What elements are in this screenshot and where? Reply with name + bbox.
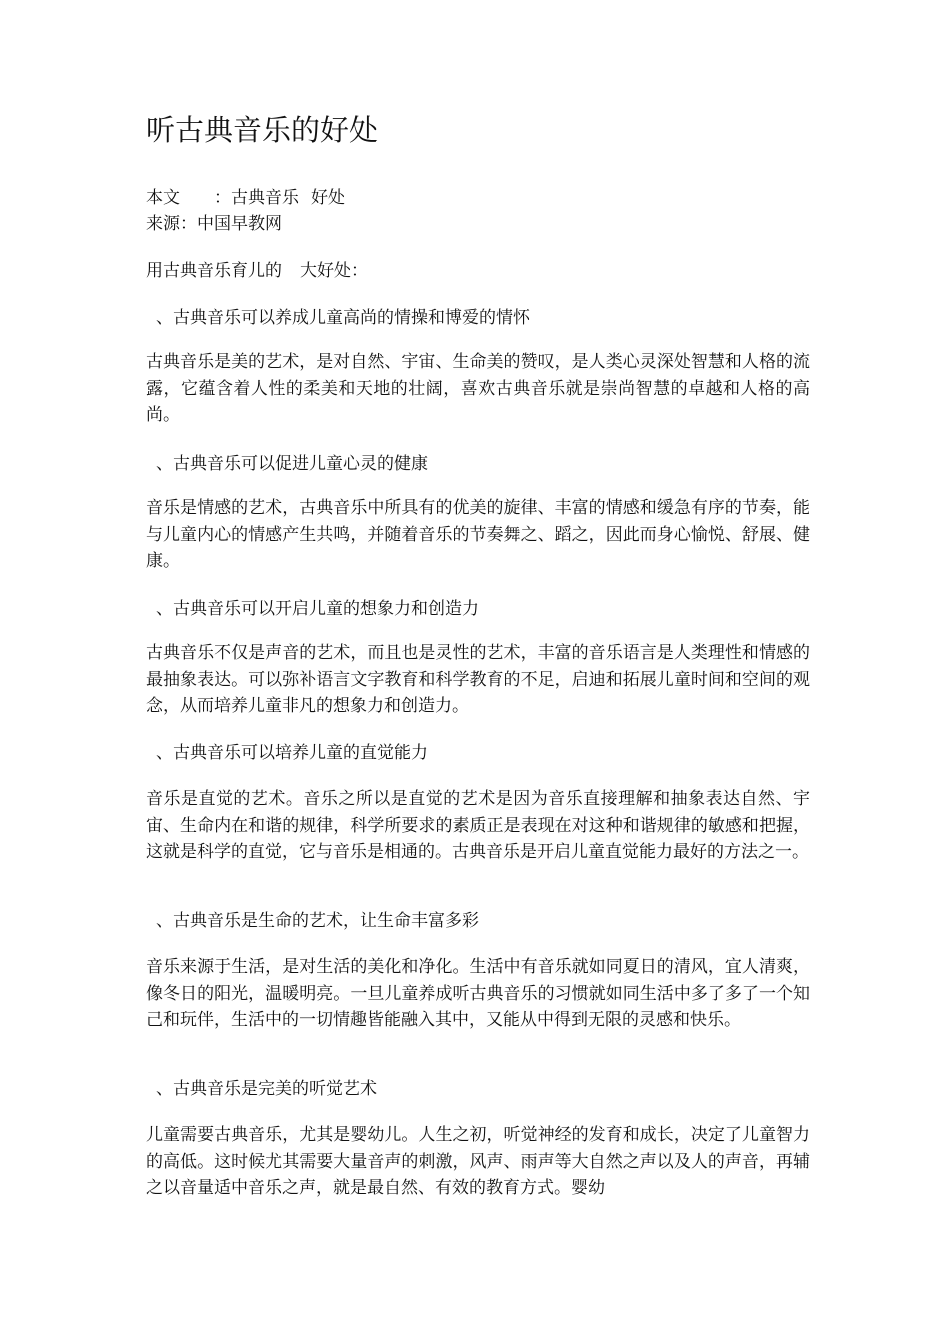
section-heading: 、古典音乐是生命的艺术，让生命丰富多彩 [156, 911, 479, 931]
keywords-label: 本文 [146, 188, 180, 208]
section-paragraph: 儿童需要古典音乐，尤其是婴幼儿。人生之初，听觉神经的发育和成长，决定了儿童智力的高低。这时候尤其需要大量音声的刺激，风声、雨声等大自然之声以及人的声音，再辅之以音量适中音乐之声，就是最自然、有效的教育方式。婴幼 [146, 1125, 810, 1198]
section-paragraph: 古典音乐不仅是声音的艺术，而且也是灵性的艺术，丰富的音乐语言是人类理性和情感的最抽象表达。可以弥补语言文字教育和科学教育的不足，启迪和拓展儿童时间和空间的观念，从而培养儿童非凡的想象力和创造力。 [146, 643, 810, 716]
keywords-line [146, 185, 345, 211]
section-paragraph: 音乐来源于生活，是对生活的美化和净化。生活中有音乐就如同夏日的清风，宜人清爽，像冬日的阳光，温暖明亮。一旦儿童养成听古典音乐的习惯就如同生活中多了多了一个知己和玩伴，生活中的一切情趣皆能融入其中，又能从中得到无限的灵感和快乐。 [146, 957, 810, 1030]
keywords-separator: ： [214, 188, 231, 208]
section-heading: 、古典音乐可以开启儿童的想象力和创造力 [156, 599, 479, 619]
section-heading: 、古典音乐可以培养儿童的直觉能力 [156, 743, 428, 763]
document-title: 听古典音乐的好处 [146, 113, 379, 147]
intro-text-b: 大好处： [300, 261, 368, 281]
section-paragraph: 古典音乐是美的艺术，是对自然、宇宙、生命美的赞叹，是人类心灵深处智慧和人格的流露，它蕴含着人性的柔美和天地的壮阔，喜欢古典音乐就是崇尚智慧的卓越和人格的高尚。 [146, 352, 810, 425]
section-paragraph: 音乐是直觉的艺术。音乐之所以是直觉的艺术是因为音乐直接理解和抽象表达自然、宇宙、生命内在和谐的规律，科学所要求的素质正是表现在对这种和谐规律的敏感和把握，这就是科学的直觉，它与音乐是相通的。古典音乐是开启儿童直觉能力最好的方法之一。 [146, 789, 810, 862]
keyword-item: 古典音乐 [231, 188, 299, 208]
section-heading: 、古典音乐可以促进儿童心灵的健康 [156, 454, 428, 474]
source-line: 来源：中国早教网 [146, 214, 282, 234]
intro-line [146, 258, 368, 284]
section-heading: 、古典音乐是完美的听觉艺术 [156, 1079, 377, 1099]
keyword-item: 好处 [311, 188, 345, 208]
section-paragraph: 音乐是情感的艺术，古典音乐中所具有的优美的旋律、丰富的情感和缓急有序的节奏，能与儿童内心的情感产生共鸣，并随着音乐的节奏舞之、蹈之，因此而身心愉悦、舒展、健康。 [146, 498, 810, 571]
document-meta [146, 185, 345, 237]
intro-text-a: 用古典音乐育儿的 [146, 261, 282, 281]
section-heading: 、古典音乐可以养成儿童高尚的情操和博爱的情怀 [156, 308, 530, 328]
